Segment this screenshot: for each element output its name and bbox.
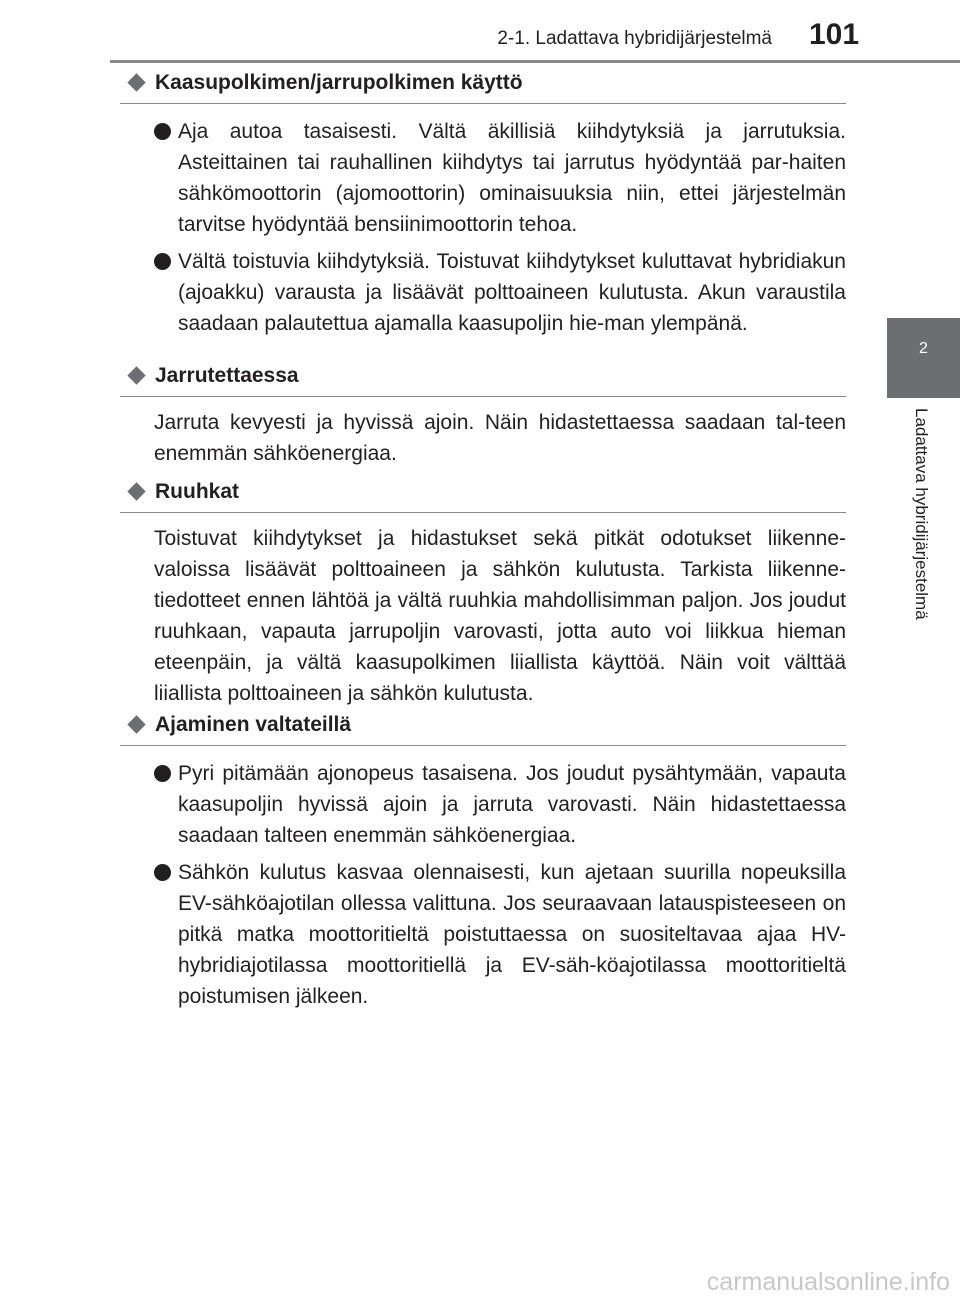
bullet-icon — [154, 864, 171, 881]
bullet-list — [120, 116, 846, 339]
section-paragraph: Toistuvat kiihdytykset ja hidastukset sekä pitkät odotukset liikenne-valoissa lisäävät polttoaineen ja sähkön kulutusta. Tarkista liikenne-tiedotteet ennen lähtöä ja vältä ruuhkia mahdollisimman paljon. Jos joudut ruuhkaan, vapauta jarrupoljin varovasti, jotta auto voi liikkua hieman eteenpäin, ja vältä kaasupolkimen liiallista käyttöä. Näin voit välttää liiallista polttoaineen ja sähkön kulutusta. — [154, 527, 846, 705]
header-section-title: 2-1. Ladattava hybridijärjestelmä — [497, 28, 772, 49]
section-traffic-jams — [120, 476, 846, 709]
watermark: carmanualsonline.info — [706, 1268, 950, 1296]
section-braking — [120, 360, 846, 469]
section-heading — [120, 709, 846, 746]
list-item-text: Vältä toistuvia kiihdytyksiä. Toistuvat kiihdytykset kuluttavat hybridiakun (ajoakku) varausta ja lisäävät polttoaineen kulutusta. Akun varaustila saadaan palautettua ajamalla kaasupoljin hie-man ylempänä. — [178, 250, 846, 335]
list-item — [120, 758, 846, 851]
list-item-text: Pyri pitämään ajonopeus tasaisena. Jos joudut pysähtymään, vapauta kaasupoljin hyvissä ajoin ja jarruta varovasti. Näin hidastettaessa saadaan talteen enemmän sähköenergiaa. — [178, 762, 846, 847]
page-number: 101 — [808, 18, 860, 51]
section-title: Ajaminen valtateillä — [155, 713, 352, 736]
section-title: Ruuhkat — [155, 480, 239, 503]
chapter-tab — [887, 318, 960, 398]
section-heading — [120, 360, 846, 397]
diamond-icon — [127, 366, 145, 384]
section-heading — [120, 67, 846, 104]
bullet-icon — [154, 253, 171, 270]
section-pedal-usage — [120, 67, 846, 345]
bullet-icon — [154, 123, 171, 140]
chapter-side-title: Ladattava hybridijärjestelmä — [912, 408, 931, 620]
chapter-tab-number: 2 — [919, 340, 928, 357]
list-item-text: Sähkön kulutus kasvaa olennaisesti, kun ajetaan suurilla nopeuksilla EV-sähköajotilan ollessa valittuna. Jos seuraavaan latauspisteeseen on pitkä matka moottoritieltä poistuttaessa on suositeltavaa ajaa HV-hybridiajotilassa moottoritiellä ja EV-säh-köajotilassa moottoritieltä poistumisen jälkeen. — [178, 861, 846, 1008]
bullet-list — [120, 758, 846, 1012]
diamond-icon — [127, 482, 145, 500]
diamond-icon — [127, 715, 145, 733]
section-highway-driving — [120, 709, 846, 1018]
section-paragraph: Jarruta kevyesti ja hyvissä ajoin. Näin hidastettaessa saadaan tal-teen enemmän sähköenergiaa. — [154, 411, 846, 465]
section-title: Jarrutettaessa — [155, 364, 299, 387]
list-item-text: Aja autoa tasaisesti. Vältä äkillisiä kiihdytyksiä ja jarrutuksia. Asteittainen tai rauhallinen kiihdytys tai jarrutus hyödyntää par-haiten sähkömoottorin (ajomoottorin) ominaisuuksia niin, ettei järjestelmän tarvitse hyödyntää bensiinimoottorin tehoa. — [178, 120, 846, 236]
list-item — [120, 116, 846, 240]
diamond-icon — [127, 73, 145, 91]
section-heading — [120, 476, 846, 513]
header-rule — [110, 60, 960, 63]
list-item — [120, 246, 846, 339]
list-item — [120, 857, 846, 1012]
section-title: Kaasupolkimen/jarrupolkimen käyttö — [155, 71, 523, 94]
bullet-icon — [154, 765, 171, 782]
